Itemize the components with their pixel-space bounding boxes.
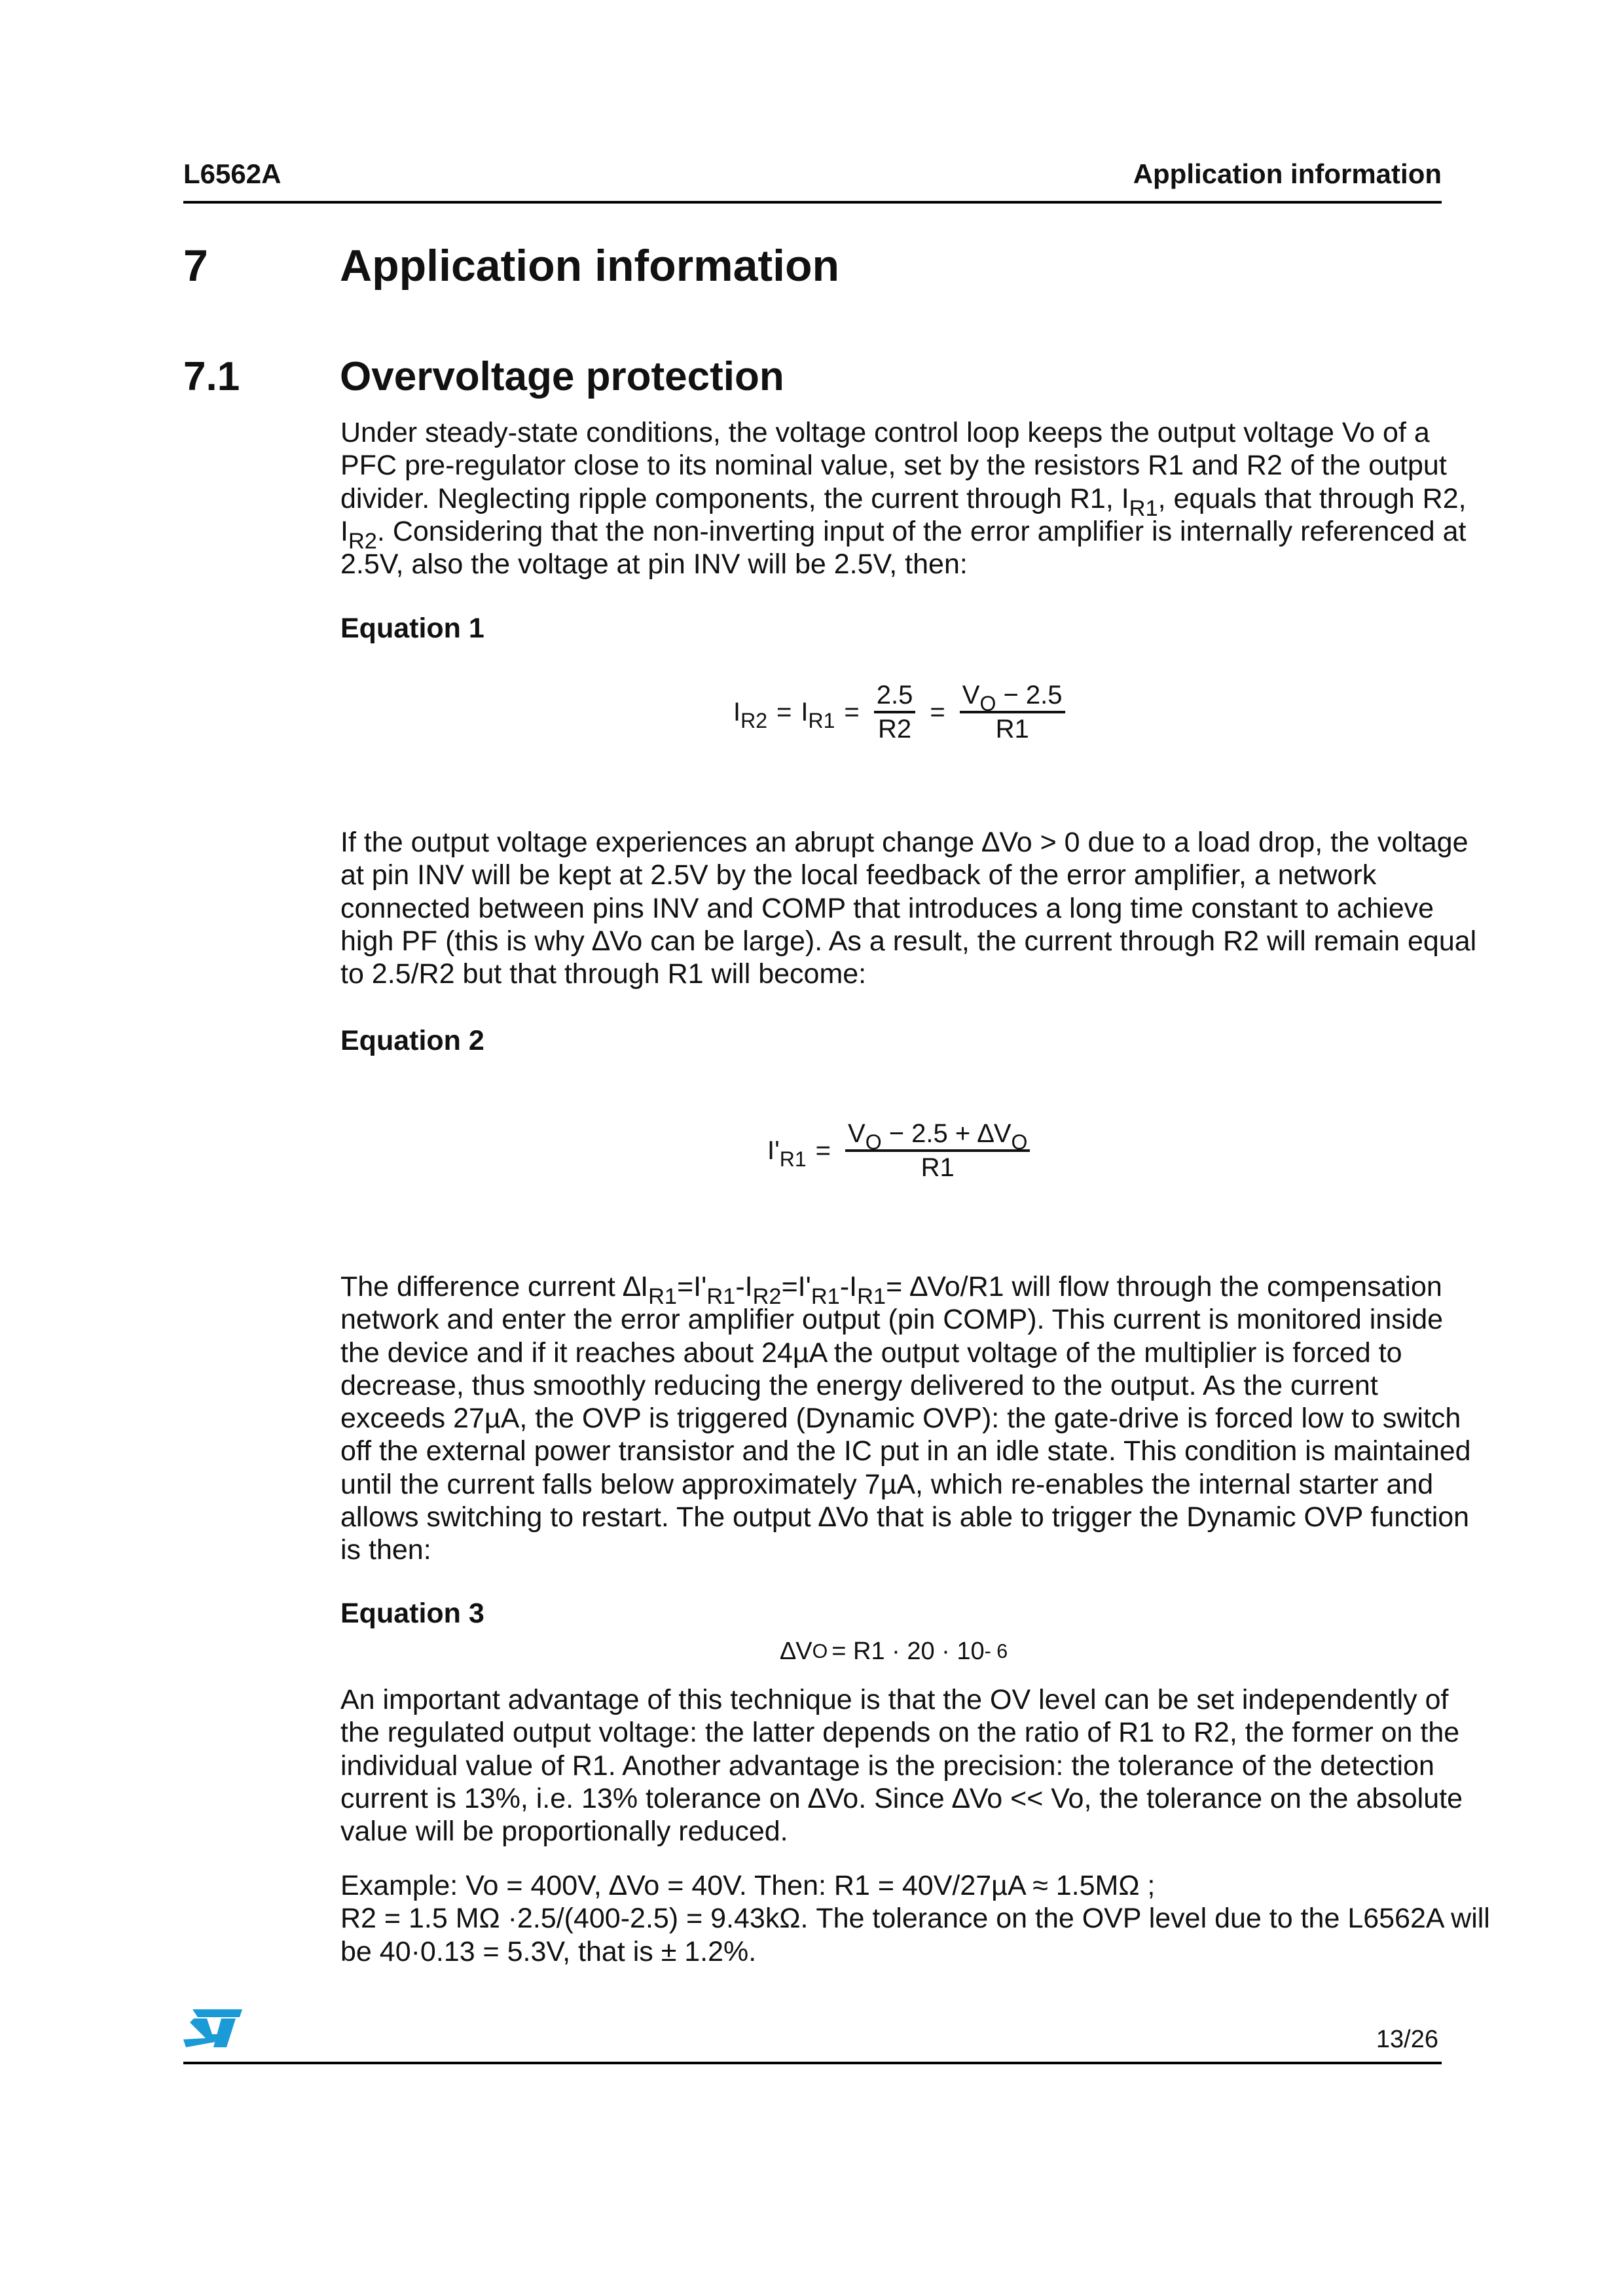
eq3-lhs: ∆V bbox=[780, 1638, 812, 1665]
chapter-title: Application information bbox=[340, 241, 840, 291]
footer-rule bbox=[183, 2062, 1442, 2064]
section-title: Overvoltage protection bbox=[340, 354, 784, 399]
text-run: divider. Neglecting ripple components, the current through R1, I bbox=[340, 482, 1129, 514]
equation-1-label: Equation 1 bbox=[340, 613, 484, 644]
paragraph-dynamic-ovp bbox=[340, 1270, 1471, 1567]
numerator: $V_O - 2.5$ bbox=[960, 681, 1065, 713]
page-number: 13/26 bbox=[1376, 2026, 1438, 2053]
denominator: R1 bbox=[995, 715, 1029, 744]
equation-3: ∆V O = R1 · 20 · 10 - 6 bbox=[780, 1638, 1008, 1665]
text-line: The difference current $\Delta I_{R1}=I'_{R1}-I_{R2}=I'_{R1}-I_{R1}= \Delta Vo/R1$ will flow through the compensation bbox=[340, 1271, 1442, 1310]
paragraph-intro bbox=[340, 416, 1467, 581]
text-line: network and enter the error amplifier output (pin COMP). This current is monitored inside bbox=[340, 1304, 1444, 1336]
eq1-fraction-2 bbox=[960, 681, 1065, 744]
eq1-lhs-ir2: $I_{R2}$ bbox=[733, 698, 768, 733]
text-line: decrease, thus smoothly reducing the energy delivered to the output. As the current bbox=[340, 1369, 1378, 1401]
text-line: high PF (this is why ∆Vo can be large). As a result, the current through R2 will remain equal bbox=[340, 925, 1477, 957]
eq2-lhs: $I'_{R1}$ bbox=[767, 1136, 807, 1172]
text-run: . Considering that the non-inverting input of the error amplifier is internally referenced at bbox=[376, 515, 1467, 547]
text-line: until the current falls below approximately 7µA, which re-enables the internal starter and bbox=[340, 1468, 1434, 1500]
subscript: R2 bbox=[348, 528, 377, 554]
paragraph-example bbox=[340, 1869, 1490, 1968]
text-line: is then: bbox=[340, 1534, 431, 1566]
text-line: to 2.5/R2 but that through R1 will become: bbox=[340, 958, 867, 990]
text-run: I bbox=[340, 515, 348, 547]
text-line: at pin INV will be kept at 2.5V by the local feedback of the error amplifier, a network bbox=[340, 859, 1377, 891]
text-line: exceeds 27µA, the OVP is triggered (Dynamic OVP): the gate-drive is forced low to switch bbox=[340, 1403, 1461, 1435]
text-line: 2.5V, also the voltage at pin INV will be 2.5V, then: bbox=[340, 548, 968, 581]
text-line bbox=[340, 482, 1467, 521]
subscript: R1 bbox=[1129, 495, 1158, 521]
text-line: If the output voltage experiences an abrupt change ∆Vo > 0 due to a load drop, the voltage bbox=[340, 827, 1468, 858]
st-logo-icon bbox=[183, 2008, 244, 2049]
chapter-number: 7 bbox=[183, 241, 208, 291]
text-line: An important advantage of this technique is that the OV level can be set independently of bbox=[340, 1684, 1449, 1715]
header-rule bbox=[183, 201, 1442, 204]
header-section-title: Application information bbox=[1133, 158, 1442, 189]
equation-2-label: Equation 2 bbox=[340, 1025, 484, 1056]
denominator: R2 bbox=[878, 715, 912, 744]
eq1-fraction-1 bbox=[874, 681, 916, 744]
header-doc-id: L6562A bbox=[183, 158, 282, 189]
section-number: 7.1 bbox=[183, 354, 240, 399]
text-run: , equals that through R2, bbox=[1158, 482, 1467, 514]
paragraph-load-drop bbox=[340, 826, 1477, 990]
text-line: connected between pins INV and COMP that introduces a long time constant to achieve bbox=[340, 892, 1434, 924]
text-line: Example: Vo = 400V, ∆Vo = 40V. Then: R1 = 40V/27µA ≈ 1.5MΩ ; bbox=[340, 1870, 1156, 1901]
eq2-fraction bbox=[845, 1119, 1030, 1182]
paragraph-advantage bbox=[340, 1683, 1467, 1848]
text-line: off the external power transistor and the IC put in an idle state. This condition is maintained bbox=[340, 1435, 1471, 1467]
text-line: value will be proportionally reduced. bbox=[340, 1816, 788, 1848]
text-line: R2 = 1.5 MΩ ·2.5/(400-2.5) = 9.43kΩ. The tolerance on the OVP level due to the L6562A will bbox=[340, 1903, 1490, 1935]
denominator: R1 bbox=[921, 1153, 955, 1182]
equals-sign: = bbox=[815, 1136, 831, 1165]
numerator: $V_O - 2.5 + \Delta V_O$ bbox=[845, 1119, 1030, 1152]
equals-sign: = bbox=[844, 698, 860, 726]
equals-sign: = bbox=[776, 698, 792, 726]
text-line: current is 13%, i.e. 13% tolerance on ∆Vo. Since ∆Vo << Vo, the tolerance on the absolute bbox=[340, 1782, 1463, 1814]
equation-2 bbox=[767, 1119, 1035, 1182]
equation-3-label: Equation 3 bbox=[340, 1598, 484, 1629]
eq3-rhs: = R1 · 20 · 10 bbox=[831, 1638, 985, 1665]
numerator: 2.5 bbox=[874, 681, 916, 713]
equals-sign: = bbox=[930, 698, 945, 726]
eq1-ir1: $I_{R1}$ bbox=[801, 698, 835, 733]
text-line: be 40·0.13 = 5.3V, that is ± 1.2%. bbox=[340, 1935, 757, 1967]
text-line: allows switching to restart. The output ∆Vo that is able to trigger the Dynamic OVP function bbox=[340, 1501, 1470, 1534]
text-line: the device and if it reaches about 24µA the output voltage of the multiplier is forced to bbox=[340, 1336, 1402, 1369]
text-line: Under steady-state conditions, the voltage control loop keeps the output voltage Vo of a bbox=[340, 417, 1430, 448]
text-line: individual value of R1. Another advantage is the precision: the tolerance of the detection bbox=[340, 1749, 1434, 1782]
text-line: the regulated output voltage: the latter depends on the ratio of R1 to R2, the former on the bbox=[340, 1717, 1460, 1749]
equation-1 bbox=[733, 681, 1070, 744]
text-line: PFC pre-regulator close to its nominal value, set by the resistors R1 and R2 of the output bbox=[340, 450, 1447, 482]
text-line bbox=[340, 515, 1467, 554]
